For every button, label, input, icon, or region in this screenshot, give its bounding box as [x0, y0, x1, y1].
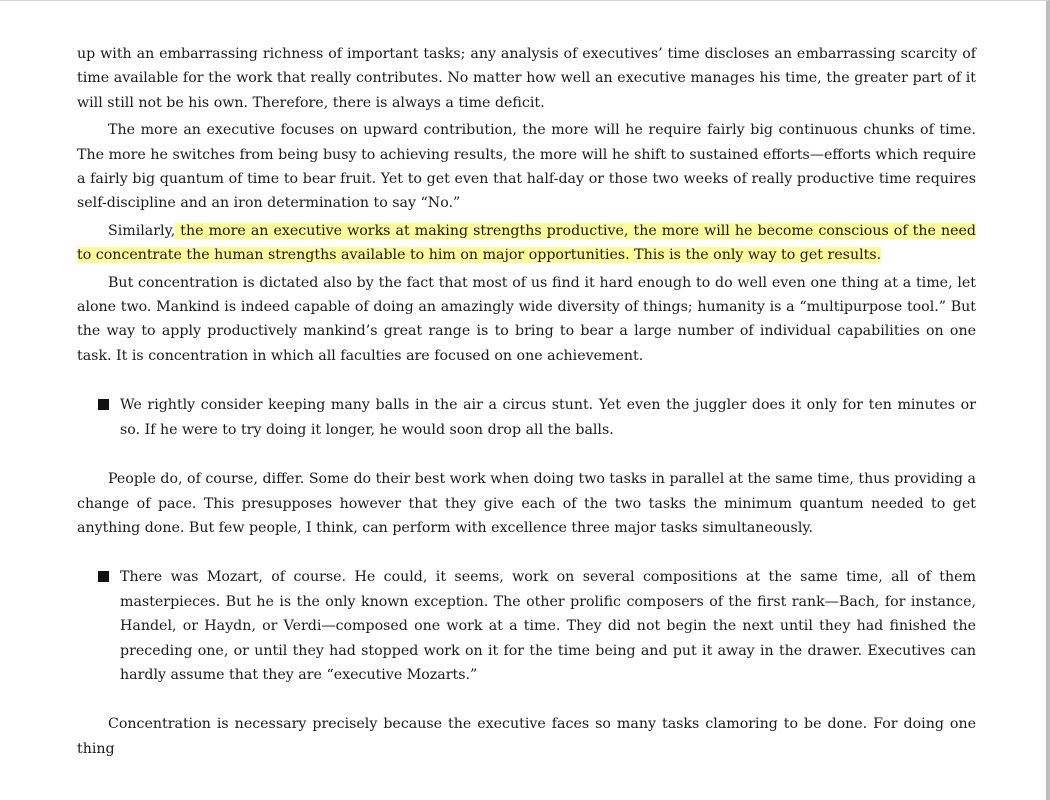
- square-bullet-icon: [98, 399, 109, 410]
- paragraph: But concentration is dictated also by the fact that most of us find it hard enough to do well even one thing at a time, let alone two. Mankind is indeed capable of doing an amazingly wide diversity of things; humanity is a “multipurpose tool.” But the way to apply productively mankind’s great range is to bring to bear a large number of individual capabilities on one task. It is concentration in which all faculties are focused on one achievement.: [77, 274, 976, 364]
- paragraph: People do, of course, differ. Some do their best work when doing two tasks in parallel at the same time, thus providing a change of pace. This presupposes however that they give each of the two tasks the minimum quantum needed to get anything done. But few people, I think, can perform with excellence three major tasks simultaneously.: [77, 471, 976, 536]
- highlighted-text[interactable]: the more an executive works at making strengths productive, the more will he become conscious of the need to concentrate the human strengths available to him on major opportunities. This is the only way to get results.: [77, 222, 976, 264]
- bullet-item: [77, 565, 976, 687]
- paragraph: The more an executive focuses on upward contribution, the more will he require fairly big continuous chunks of time. The more he switches from being busy to achieving results, the more will he shift to sustained efforts—efforts which require a fairly big quantum of time to bear fruit. Yet to get even that half-day or those two weeks of really productive time requires self-discipline and an iron determination to say “No.”: [77, 122, 976, 212]
- bullet-text: There was Mozart, of course. He could, it seems, work on several compositions at the same time, all of them masterpieces. But he is the only known exception. The other prolific composers of the first rank—Bach, for instance, Handel, or Haydn, or Verdi—composed one work at a time. They did not begin the next until they had finished the preceding one, or until they had stopped work on it for the time being and put it away in the drawer. Executives can hardly assume that they are “executive Mozarts.”: [120, 569, 976, 683]
- square-bullet-icon: [98, 571, 109, 582]
- paragraph: up with an embarrassing richness of important tasks; any analysis of executives’ time discloses an embarrassing scarcity of time available for the work that really contributes. No matter how well an executive manages his time, the greater part of it will still not be his own. Therefore, there is always a time deficit.: [77, 46, 976, 111]
- bullet-text: We rightly consider keeping many balls in the air a circus stunt. Yet even the juggler does it only for ten minutes or so. If he were to try doing it longer, he would soon drop all the balls.: [120, 397, 976, 438]
- paragraph-with-highlight: [77, 219, 976, 268]
- paragraph: Concentration is necessary precisely because the executive faces so many tasks clamoring to be done. For doing one thing: [77, 716, 976, 757]
- bullet-item: [77, 393, 976, 442]
- page-body: [77, 42, 976, 761]
- paragraph-lead-text: Similarly,: [108, 222, 176, 239]
